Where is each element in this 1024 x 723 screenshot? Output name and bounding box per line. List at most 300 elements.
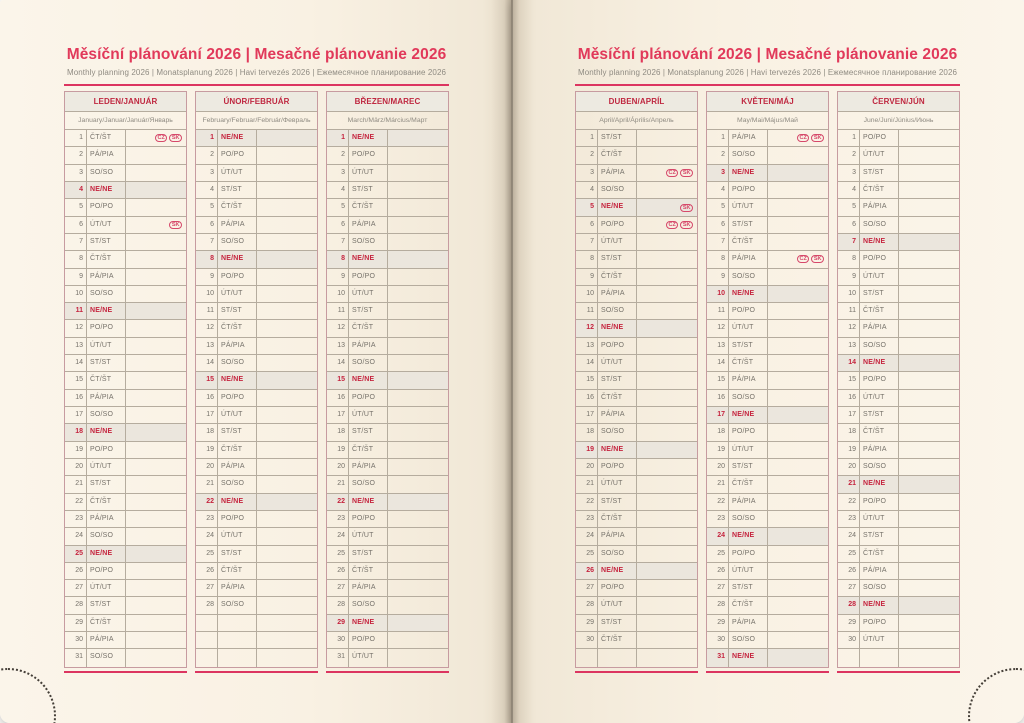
day-abbr: SO/SO — [859, 580, 898, 597]
day-row — [196, 563, 317, 580]
day-number: 12 — [206, 324, 214, 332]
day-number: 13 — [75, 341, 83, 349]
notes-cell — [767, 511, 828, 528]
notes-cell — [636, 442, 697, 459]
day-number: 28 — [848, 601, 856, 609]
day-abbr: ČT/ŠT — [859, 182, 898, 199]
day-row — [65, 442, 186, 459]
day-number: 14 — [586, 359, 594, 367]
day-abbr: NE/NE — [728, 528, 767, 545]
day-abbr: NE/NE — [348, 494, 387, 511]
day-abbr: NE/NE — [348, 251, 387, 268]
day-row — [576, 372, 697, 389]
day-abbr: SO/SO — [348, 597, 387, 614]
day-abbr: ST/ST — [86, 355, 125, 372]
day-row — [707, 320, 828, 337]
day-abbr: ČT/ŠT — [86, 251, 125, 268]
day-number: 17 — [75, 411, 83, 418]
day-row — [576, 632, 697, 649]
day-row — [65, 597, 186, 614]
day-row — [327, 424, 448, 441]
day-abbr: PÁ/PIA — [86, 269, 125, 286]
day-row — [838, 494, 959, 511]
notes-cell — [767, 130, 828, 147]
day-number: 21 — [75, 480, 83, 488]
notes-cell — [767, 615, 828, 632]
holiday-badge-sk: SK — [680, 169, 693, 177]
day-abbr: ČT/ŠT — [597, 632, 636, 649]
notes-cell — [125, 528, 186, 545]
notes-cell — [256, 563, 317, 580]
day-row — [327, 165, 448, 182]
day-row — [576, 251, 697, 268]
day-number: 14 — [717, 359, 725, 367]
day-row — [576, 182, 697, 199]
day-abbr: PÁ/PIA — [86, 632, 125, 649]
day-abbr: SO/SO — [86, 528, 125, 545]
day-abbr: ČT/ŠT — [597, 511, 636, 528]
day-row — [707, 546, 828, 563]
day-number: 9 — [341, 272, 345, 280]
day-row — [196, 303, 317, 320]
day-row — [327, 597, 448, 614]
notes-cell — [767, 234, 828, 251]
notes-cell — [256, 234, 317, 251]
notes-cell — [125, 165, 186, 182]
notes-cell — [125, 407, 186, 424]
day-row — [327, 546, 448, 563]
day-number: 17 — [717, 411, 725, 418]
day-number: 15 — [75, 376, 83, 384]
day-row — [576, 494, 697, 511]
day-abbr: PÁ/PIA — [217, 459, 256, 476]
day-number: 16 — [337, 393, 345, 401]
day-row — [707, 390, 828, 407]
day-row — [707, 182, 828, 199]
day-number: 18 — [848, 428, 856, 436]
day-abbr: SO/SO — [348, 234, 387, 251]
day-abbr: PO/PO — [728, 303, 767, 320]
notes-cell — [387, 424, 448, 441]
day-number: 2 — [341, 151, 345, 159]
page-title: Měsíční plánování 2026 | Mesačné plánovanie 2026 — [66, 46, 447, 63]
day-abbr: ČT/ŠT — [728, 476, 767, 493]
day-row — [576, 338, 697, 355]
day-number: 30 — [717, 636, 725, 644]
day-abbr: SO/SO — [217, 597, 256, 614]
notes-cell — [636, 546, 697, 563]
notes-cell — [767, 147, 828, 164]
day-abbr: ST/ST — [86, 476, 125, 493]
day-abbr: PÁ/PIA — [728, 251, 767, 268]
day-number: 26 — [75, 566, 83, 574]
day-abbr: PÁ/PIA — [859, 442, 898, 459]
notes-cell — [387, 269, 448, 286]
header-rule — [575, 84, 960, 86]
day-number: 11 — [75, 307, 83, 315]
notes-cell — [256, 217, 317, 234]
day-row — [707, 580, 828, 597]
day-row — [65, 269, 186, 286]
day-number: 3 — [721, 168, 725, 176]
day-abbr: ST/ST — [348, 182, 387, 199]
day-abbr: NE/NE — [348, 615, 387, 632]
month-table — [195, 91, 318, 668]
day-row — [576, 597, 697, 614]
empty-day-row — [196, 649, 317, 666]
month-leden-januar — [64, 91, 187, 673]
notes-cell — [256, 580, 317, 597]
day-number: 31 — [337, 653, 345, 661]
day-abbr: NE/NE — [597, 320, 636, 337]
day-row — [327, 563, 448, 580]
notes-cell — [898, 597, 959, 614]
notes-cell — [767, 390, 828, 407]
day-number: 27 — [586, 584, 594, 592]
day-number: 12 — [717, 324, 725, 332]
day-abbr: ÚT/UT — [859, 632, 898, 649]
day-abbr: PO/PO — [728, 182, 767, 199]
day-number: 8 — [590, 255, 594, 263]
day-row — [707, 234, 828, 251]
month-bottom-rule — [575, 671, 698, 673]
day-number: 16 — [75, 393, 83, 401]
day-number: 13 — [717, 341, 725, 349]
notes-cell — [125, 597, 186, 614]
day-number: 5 — [79, 203, 83, 211]
notes-cell — [256, 130, 317, 147]
day-abbr: ST/ST — [86, 234, 125, 251]
notes-cell — [898, 234, 959, 251]
day-number: 10 — [337, 289, 345, 297]
day-row — [707, 199, 828, 216]
day-row — [65, 199, 186, 216]
day-row — [838, 442, 959, 459]
day-number: 8 — [79, 255, 83, 263]
notes-cell — [636, 286, 697, 303]
day-number: 8 — [721, 255, 725, 263]
notes-cell — [636, 632, 697, 649]
notes-cell — [898, 251, 959, 268]
notes-cell — [125, 476, 186, 493]
day-number: 1 — [79, 134, 83, 141]
day-row — [707, 494, 828, 511]
page-subtitle: Monthly planning 2026 | Monatsplanung 2026 | Havi tervezés 2026 | Ежемесячное планирование 2026 — [577, 68, 958, 77]
day-row — [196, 355, 317, 372]
day-number: 29 — [586, 618, 594, 626]
day-number: 17 — [337, 411, 345, 418]
day-abbr: ČT/ŠT — [728, 355, 767, 372]
day-abbr: ČT/ŠT — [728, 597, 767, 614]
day-row — [707, 217, 828, 234]
day-row — [838, 597, 959, 614]
day-row — [196, 338, 317, 355]
day-abbr: PO/PO — [859, 494, 898, 511]
day-row — [707, 442, 828, 459]
day-number: 18 — [337, 428, 345, 436]
day-number: 12 — [848, 324, 856, 332]
day-number: 2 — [721, 151, 725, 159]
day-row — [707, 130, 828, 147]
notes-cell — [898, 269, 959, 286]
day-row — [327, 251, 448, 268]
notes-cell — [387, 251, 448, 268]
notes-cell — [636, 320, 697, 337]
day-abbr: PÁ/PIA — [217, 580, 256, 597]
day-row — [196, 286, 317, 303]
notes-cell — [898, 407, 959, 424]
notes-cell — [636, 130, 697, 147]
holiday-badge-sk: SK — [680, 221, 693, 229]
day-number: 23 — [75, 514, 83, 522]
notes-cell — [767, 372, 828, 389]
holiday-badge-sk: SK — [811, 134, 824, 142]
notes-cell — [387, 147, 448, 164]
day-number: 18 — [586, 428, 594, 436]
notes-cell — [387, 649, 448, 666]
day-number: 29 — [75, 618, 83, 626]
day-abbr: ÚT/UT — [86, 217, 125, 234]
day-abbr: NE/NE — [597, 442, 636, 459]
day-row — [196, 424, 317, 441]
day-number: 5 — [721, 203, 725, 211]
day-number: 19 — [717, 445, 725, 453]
day-number: 14 — [206, 359, 214, 367]
notes-cell — [898, 580, 959, 597]
day-number: 25 — [717, 549, 725, 557]
day-row — [196, 165, 317, 182]
notes-cell — [898, 286, 959, 303]
notes-cell — [898, 528, 959, 545]
day-abbr: NE/NE — [728, 649, 767, 666]
notes-cell — [125, 217, 186, 234]
day-abbr: ÚT/UT — [597, 355, 636, 372]
month-table — [64, 91, 187, 668]
notes-cell — [636, 424, 697, 441]
month-name: BŘEZEN/MAREC — [327, 92, 448, 112]
day-row — [707, 424, 828, 441]
day-number: 27 — [206, 584, 214, 592]
day-row — [327, 390, 448, 407]
day-number: 9 — [721, 272, 725, 280]
day-abbr: PÁ/PIA — [597, 528, 636, 545]
day-abbr: NE/NE — [859, 234, 898, 251]
day-abbr: ČT/ŠT — [597, 390, 636, 407]
day-abbr: ST/ST — [217, 546, 256, 563]
day-abbr: ÚT/UT — [859, 511, 898, 528]
day-abbr: ST/ST — [597, 372, 636, 389]
month-name: ÚNOR/FEBRUÁR — [196, 92, 317, 112]
day-row — [327, 494, 448, 511]
notes-cell — [256, 251, 317, 268]
day-abbr: NE/NE — [859, 355, 898, 372]
day-abbr: ST/ST — [728, 217, 767, 234]
notes-cell — [636, 217, 697, 234]
day-row — [576, 320, 697, 337]
day-abbr: ČT/ŠT — [348, 442, 387, 459]
notes-cell — [387, 407, 448, 424]
day-number: 28 — [717, 601, 725, 609]
month-name: ČERVEN/JÚN — [838, 92, 959, 112]
day-row — [838, 563, 959, 580]
notes-cell — [898, 303, 959, 320]
day-abbr: PO/PO — [217, 511, 256, 528]
day-number: 22 — [717, 497, 725, 505]
day-row — [576, 424, 697, 441]
day-number: 5 — [210, 203, 214, 211]
day-number: 29 — [848, 618, 856, 626]
day-number: 16 — [848, 393, 856, 401]
day-row — [65, 147, 186, 164]
notes-cell — [767, 546, 828, 563]
notes-cell — [387, 615, 448, 632]
day-number: 13 — [206, 341, 214, 349]
day-row — [707, 269, 828, 286]
day-number: 22 — [337, 497, 345, 505]
day-number: 11 — [206, 307, 214, 315]
day-abbr: SO/SO — [859, 217, 898, 234]
day-abbr: ÚT/UT — [86, 459, 125, 476]
notes-cell — [636, 580, 697, 597]
day-row — [707, 407, 828, 424]
day-row — [838, 615, 959, 632]
day-row — [196, 511, 317, 528]
day-number: 25 — [586, 549, 594, 557]
day-row — [196, 199, 317, 216]
day-number: 26 — [586, 566, 594, 574]
notes-cell — [898, 320, 959, 337]
month-bottom-rule — [706, 671, 829, 673]
notes-cell — [387, 459, 448, 476]
notes-cell — [125, 390, 186, 407]
day-number: 21 — [206, 480, 214, 488]
day-row — [65, 546, 186, 563]
day-number: 28 — [206, 601, 214, 609]
day-number: 24 — [206, 532, 214, 540]
notes-cell — [898, 390, 959, 407]
day-abbr: PO/PO — [86, 199, 125, 216]
day-number: 7 — [341, 237, 345, 245]
notes-cell — [636, 494, 697, 511]
day-row — [65, 615, 186, 632]
day-abbr: NE/NE — [217, 251, 256, 268]
day-row — [576, 355, 697, 372]
day-number: 12 — [337, 324, 345, 332]
day-abbr: NE/NE — [728, 407, 767, 424]
day-row — [838, 338, 959, 355]
day-row — [327, 355, 448, 372]
empty-day-row — [838, 649, 959, 666]
day-number: 29 — [337, 618, 345, 626]
day-number: 23 — [848, 514, 856, 522]
day-number: 23 — [206, 514, 214, 522]
day-number: 25 — [75, 549, 83, 557]
day-abbr: SO/SO — [217, 355, 256, 372]
notes-cell — [256, 165, 317, 182]
day-row — [327, 130, 448, 147]
day-row — [327, 217, 448, 234]
notes-cell — [636, 476, 697, 493]
day-row — [327, 372, 448, 389]
day-number: 13 — [586, 341, 594, 349]
day-abbr: NE/NE — [597, 199, 636, 216]
day-number: 26 — [848, 566, 856, 574]
day-abbr: PO/PO — [859, 372, 898, 389]
day-abbr: PO/PO — [217, 147, 256, 164]
day-number: 12 — [586, 324, 594, 332]
notes-cell — [767, 286, 828, 303]
day-abbr: SO/SO — [597, 303, 636, 320]
day-row — [576, 286, 697, 303]
notes-cell — [898, 338, 959, 355]
day-row — [196, 442, 317, 459]
day-number: 2 — [79, 151, 83, 159]
day-abbr: SO/SO — [728, 269, 767, 286]
day-row — [707, 251, 828, 268]
day-abbr: NE/NE — [728, 165, 767, 182]
day-abbr: ÚT/UT — [348, 407, 387, 424]
day-number: 14 — [337, 359, 345, 367]
day-row — [838, 372, 959, 389]
day-abbr: SO/SO — [86, 649, 125, 666]
day-abbr: PO/PO — [217, 390, 256, 407]
day-number: 31 — [75, 653, 83, 661]
day-abbr: ST/ST — [217, 182, 256, 199]
day-abbr: PÁ/PIA — [348, 580, 387, 597]
notes-cell — [125, 147, 186, 164]
day-row — [838, 147, 959, 164]
day-row — [65, 182, 186, 199]
day-abbr: SO/SO — [859, 459, 898, 476]
day-row — [196, 372, 317, 389]
notes-cell — [636, 338, 697, 355]
notes-cell — [256, 424, 317, 441]
notes-cell — [125, 355, 186, 372]
day-abbr: PO/PO — [86, 442, 125, 459]
day-number: 20 — [848, 462, 856, 470]
day-abbr: ÚT/UT — [597, 234, 636, 251]
day-row — [707, 528, 828, 545]
month-table — [575, 91, 698, 668]
day-row — [576, 476, 697, 493]
day-number: 11 — [337, 307, 345, 315]
day-number: 10 — [75, 289, 83, 297]
day-abbr: NE/NE — [859, 597, 898, 614]
day-abbr: ČT/ŠT — [86, 372, 125, 389]
notes-cell — [898, 442, 959, 459]
day-row — [196, 407, 317, 424]
day-abbr: ČT/ŠT — [348, 320, 387, 337]
notes-cell — [767, 182, 828, 199]
notes-cell — [898, 494, 959, 511]
month-table — [837, 91, 960, 668]
holiday-badge-cz: CZ — [155, 134, 167, 142]
day-abbr: ST/ST — [859, 165, 898, 182]
day-row — [65, 165, 186, 182]
day-row — [65, 286, 186, 303]
day-row — [65, 234, 186, 251]
day-abbr: PÁ/PIA — [348, 459, 387, 476]
notes-cell — [898, 130, 959, 147]
day-row — [838, 165, 959, 182]
day-number: 24 — [75, 532, 83, 540]
day-row — [838, 424, 959, 441]
notes-cell — [898, 563, 959, 580]
day-row — [707, 338, 828, 355]
day-number: 30 — [586, 636, 594, 644]
day-row — [65, 494, 186, 511]
day-number: 19 — [75, 445, 83, 453]
